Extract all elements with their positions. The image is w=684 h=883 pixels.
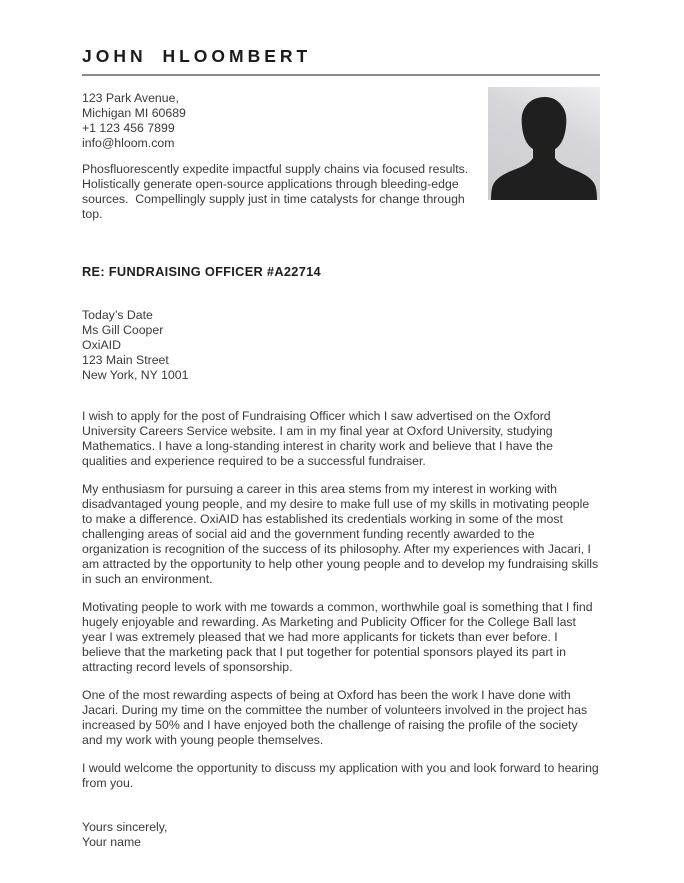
contact-phone: +1 123 456 7899 (82, 121, 175, 135)
profile-photo-placeholder (488, 87, 600, 200)
recipient-street: 123 Main Street (82, 353, 169, 367)
contact-email: info@hloom.com (82, 136, 175, 150)
applicant-name-heading: JOHN HLOOMBERT (82, 46, 312, 66)
contact-and-summary (82, 91, 484, 222)
closing-block (82, 820, 600, 850)
closing-signature: Your name (82, 835, 142, 849)
contact-block (82, 91, 484, 151)
body-paragraph: I would welcome the opportunity to discuss my application with you and look forward to hearing from you. (82, 761, 599, 790)
recipient-block (82, 308, 600, 383)
closing-salutation: Yours sincerely, (82, 820, 168, 834)
recipient-organization: OxiAID (82, 338, 121, 352)
recipient-city: New York, NY 1001 (82, 368, 189, 382)
body-paragraph: Motivating people to work with me towards a common, worthwhile goal is something that I find hugely enjoyable and rewarding. As Marketing and Publicity Officer for the College Ball last year I was extremely pleased that we had more applicants for tickets than ever before. I believe that the marketing pack that I put together for potential sponsors played its part in attracting record levels of sponsorship. (82, 600, 593, 674)
contact-city: Michigan MI 60689 (82, 106, 186, 120)
contact-street: 123 Park Avenue, (82, 91, 179, 105)
summary-paragraph: Phosfluorescently expedite impactful supply chains via focused results. Holistically generate open-source applications through bleeding-edge sources. Compellingly supply just in time catalysts for change through top. (82, 162, 472, 221)
header-divider (82, 74, 600, 76)
recipient-name: Ms Gill Cooper (82, 323, 164, 337)
person-silhouette-icon (488, 87, 600, 200)
body-paragraph: My enthusiasm for pursuing a career in this area stems from my interest in working with disadvantaged young people, and my desire to make full use of my skills in motivating people to make a difference. OxiAID has established its credentials working in some of the most challenging areas of social aid and the government funding recently awarded to the organization is recognition of the success of its philosophy. After my experiences with Jacari, I am attracted by the opportunity to help other young people and to develop my fundraising skills in such an environment. (82, 482, 599, 586)
subject-line: RE: FUNDRAISING OFFICER #A22714 (82, 264, 321, 279)
body-paragraph: One of the most rewarding aspects of being at Oxford has been the work I have done with Jacari. During my time on the committee the number of volunteers involved in the project has increased by 50% and I have enjoyed both the challenge of raising the profile of the society and my work with young people themselves. (82, 688, 588, 747)
header-info-section (82, 91, 600, 222)
body-paragraph: I wish to apply for the post of Fundraising Officer which I saw advertised on the Oxford University Careers Service website. I am in my final year at Oxford University, studying Mathematics. I have a long-standing interest in charity work and believe that I have the qualities and experience required to be a successful fundraiser. (82, 409, 553, 468)
recipient-date: Today’s Date (82, 308, 153, 322)
